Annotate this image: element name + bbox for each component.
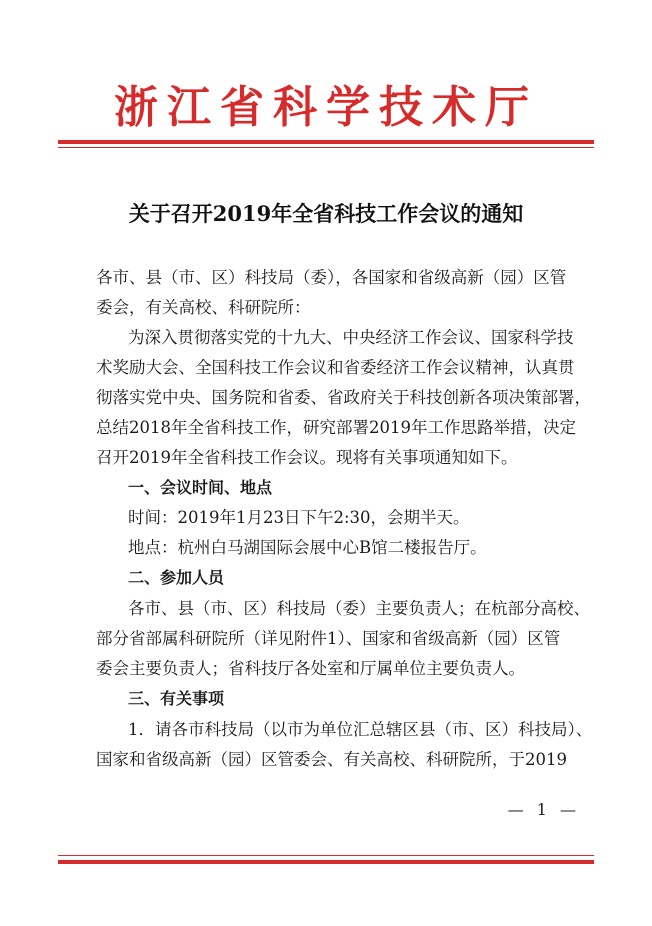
section3-heading: 三、有关事项 (128, 689, 225, 708)
addressee-line-1: 各市、县（市、区）科技局（委），各国家和省级高新（园）区管 (96, 268, 567, 287)
intro-line-2: 术奖励大会、全国科技工作会议和省委经济工作会议精神，认真贯 (96, 358, 575, 377)
footer-rule-thin (58, 855, 594, 856)
section2-heading: 二、参加人员 (128, 568, 225, 587)
intro-line-5: 召开2019年全省科技工作会议。现将有关事项通知如下。 (96, 448, 518, 467)
intro-line-4: 总结2018年全省科技工作，研究部署2019年工作思路举措，决定 (96, 418, 576, 437)
footer-rule-thick (58, 860, 594, 864)
page-number: — 1 — (507, 800, 580, 819)
section2-line-2: 部分省部属科研院所（详见附件1）、国家和省级高新（园）区管 (96, 629, 561, 648)
intro-line-1: 为深入贯彻落实党的十九大、中央经济工作会议、国家科学技 (128, 328, 574, 347)
letterhead-rule-thin (58, 147, 594, 148)
addressee-line-2: 委会，有关高校、科研院所： (96, 298, 311, 317)
section1-place: 地点：杭州白马湖国际会展中心B馆二楼报告厅。 (128, 538, 487, 557)
section1-heading: 一、会议时间、地点 (128, 478, 273, 497)
notice-title: 关于召开2019年全省科技工作会议的通知 (128, 201, 524, 226)
letterhead-title: 浙江省科学技术厅 (114, 82, 538, 133)
section3-line-2: 国家和省级高新（园）区管委会、有关高校、科研院所，于2019 (96, 750, 567, 769)
section2-line-3: 委会主要负责人；省科技厅各处室和厅属单位主要负责人。 (96, 659, 525, 678)
intro-line-3: 彻落实党中央、国务院和省委、省政府关于科技创新各项决策部署， (96, 388, 591, 407)
section2-line-1: 各市、县（市、区）科技局（委）主要负责人；在杭部分高校、 (128, 599, 590, 618)
section3-line-1: 1．请各市科技局（以市为单位汇总辖区县（市、区）科技局）、 (128, 720, 593, 739)
section1-time: 时间：2019年1月23日下午2:30，会期半天。 (128, 508, 470, 527)
letterhead-rule-thick (58, 140, 594, 144)
